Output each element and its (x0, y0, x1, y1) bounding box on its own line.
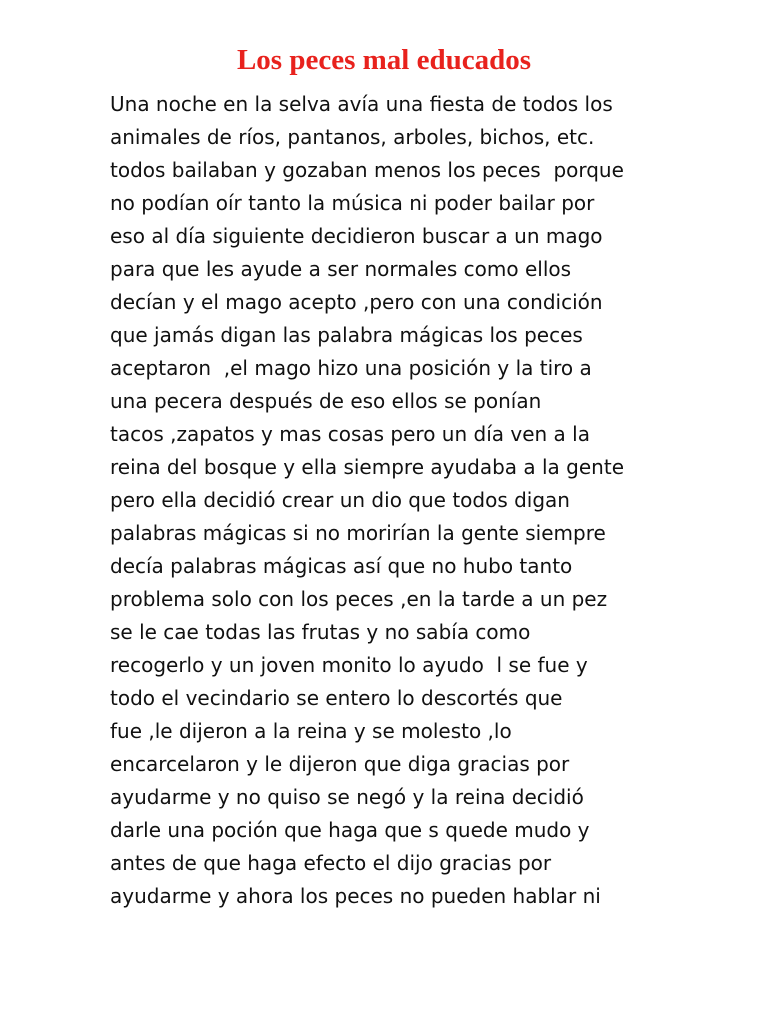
text-line: ayudarme y no quiso se negó y la reina decidió (110, 785, 584, 809)
text-line: ayudarme y ahora los peces no pueden hablar ni (110, 884, 601, 908)
text-line: para que les ayude a ser normales como ellos (110, 257, 572, 281)
text-line: encarcelaron y le dijeron que diga gracias por (110, 752, 570, 776)
text-line: eso al día siguiente decidieron buscar a un mago (110, 224, 603, 248)
text-line: decía palabras mágicas así que no hubo tanto (110, 554, 573, 578)
text-line: aceptaron ,el mago hizo una posición y la tiro a (110, 356, 592, 380)
text-line: decían y el mago acepto ,pero con una condición (110, 290, 603, 314)
text-line: se le cae todas las frutas y no sabía como (110, 620, 531, 644)
text-line: darle una poción que haga que s quede mudo y (110, 818, 590, 842)
document-title: Los peces mal educados (236, 44, 532, 76)
text-line: una pecera después de eso ellos se ponían (110, 389, 542, 413)
text-line: animales de ríos, pantanos, arboles, bichos, etc. (110, 125, 595, 149)
text-line: todo el vecindario se entero lo descortés que (110, 686, 563, 710)
text-line: fue ,le dijeron a la reina y se molesto ,lo (110, 719, 512, 743)
text-line: reina del bosque y ella siempre ayudaba a la gente (110, 455, 624, 479)
text-line: todos bailaban y gozaban menos los peces porque (110, 158, 624, 182)
text-line: recogerlo y un joven monito lo ayudo l se fue y (110, 653, 588, 677)
text-line: palabras mágicas si no morirían la gente siempre (110, 521, 606, 545)
text-line: antes de que haga efecto el dijo gracias por (110, 851, 552, 875)
text-line: tacos ,zapatos y mas cosas pero un día ven a la (110, 422, 590, 446)
text-line: que jamás digan las palabra mágicas los peces (110, 323, 583, 347)
text-line: Una noche en la selva avía una fiesta de todos los (110, 92, 613, 116)
text-line: no podían oír tanto la música ni poder bailar por (110, 191, 595, 215)
text-line: problema solo con los peces ,en la tarde a un pez (110, 587, 608, 611)
story-body (110, 88, 670, 913)
text-line: pero ella decidió crear un dio que todos digan (110, 488, 570, 512)
